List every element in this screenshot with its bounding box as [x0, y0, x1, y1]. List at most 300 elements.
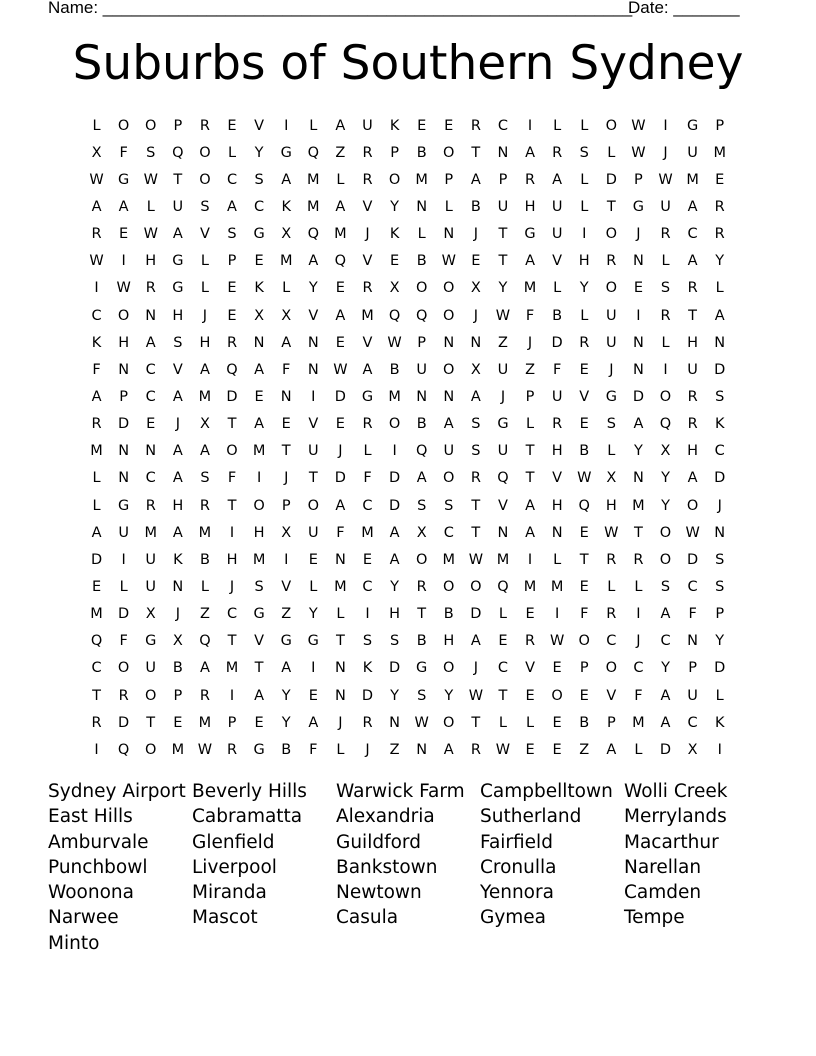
grid-letter: O: [415, 551, 428, 568]
word-list-item: Cabramatta: [192, 806, 303, 828]
grid-letter: T: [471, 714, 481, 731]
grid-letter: G: [253, 606, 265, 623]
grid-letter: R: [687, 388, 698, 405]
grid-letter: E: [146, 416, 156, 433]
grid-letter: A: [199, 660, 210, 677]
grid-letter: X: [470, 280, 481, 297]
grid-letter: E: [335, 334, 345, 351]
grid-letter: I: [663, 361, 668, 378]
word-list-item: Alexandria: [336, 806, 435, 828]
grid-letter: Q: [388, 307, 401, 324]
grid-letter: Y: [390, 198, 399, 215]
grid-letter: N: [497, 524, 509, 541]
grid-letter: J: [175, 416, 180, 433]
word-list-item: Guildford: [336, 831, 421, 853]
grid-letter: U: [660, 198, 671, 215]
grid-letter: M: [632, 497, 645, 514]
grid-letter: V: [606, 687, 617, 704]
grid-letter: Q: [307, 226, 319, 243]
grid-letter: S: [146, 144, 156, 161]
grid-letter: N: [334, 660, 346, 677]
grid-letter: A: [308, 253, 319, 270]
grid-letter: A: [470, 388, 481, 405]
grid-letter: Q: [497, 470, 509, 487]
grid-letter: D: [687, 551, 699, 568]
word-list-item: Sutherland: [480, 806, 582, 828]
word-list-item: Yennora: [480, 882, 554, 904]
grid-letter: U: [687, 687, 698, 704]
grid-letter: U: [145, 660, 157, 677]
grid-letter: C: [362, 497, 373, 514]
grid-letter: F: [119, 633, 128, 650]
grid-letter: E: [444, 117, 454, 134]
grid-letter: A: [254, 687, 265, 704]
grid-letter: N: [307, 361, 319, 378]
word-list-item: Warwick Farm: [336, 781, 465, 802]
grid-letter: T: [335, 633, 345, 650]
grid-letter: L: [553, 117, 562, 134]
grid-letter: A: [525, 524, 535, 541]
grid-letter: U: [118, 524, 129, 541]
grid-letter: P: [417, 334, 427, 351]
grid-letter: W: [468, 551, 484, 568]
grid-letter: S: [417, 497, 427, 514]
grid-letter: P: [444, 171, 454, 188]
grid-letter: E: [552, 741, 562, 758]
grid-letter: N: [118, 470, 130, 487]
grid-letter: A: [660, 714, 671, 731]
grid-letter: E: [579, 687, 589, 704]
grid-letter: D: [470, 606, 482, 623]
grid-letter: F: [282, 361, 291, 378]
grid-letter: E: [227, 280, 237, 297]
grid-letter: W: [685, 524, 700, 541]
grid-letter: D: [118, 714, 130, 731]
grid-letter: L: [526, 416, 535, 433]
grid-letter: G: [145, 633, 157, 650]
grid-letter: Q: [415, 443, 428, 460]
grid-letter: O: [605, 280, 618, 297]
grid-letter: J: [500, 388, 506, 405]
grid-letter: W: [631, 144, 646, 161]
grid-letter: S: [660, 578, 671, 595]
grid-letter: G: [118, 171, 130, 188]
grid-letter: S: [444, 497, 454, 514]
grid-letter: V: [552, 470, 563, 487]
grid-letter: L: [336, 741, 345, 758]
grid-letter: I: [229, 524, 235, 541]
grid-letter: A: [118, 198, 129, 215]
grid-letter: T: [471, 144, 481, 161]
grid-letter: X: [172, 633, 183, 650]
grid-letter: K: [389, 117, 400, 134]
grid-letter: K: [254, 280, 264, 297]
grid-letter: C: [362, 578, 373, 595]
grid-letter: O: [388, 171, 401, 188]
grid-letter: V: [281, 578, 292, 595]
grid-letter: D: [714, 361, 726, 378]
grid-letter: D: [334, 470, 346, 487]
grid-letter: R: [687, 416, 698, 433]
grid-letter: E: [389, 253, 400, 270]
grid-letter: W: [197, 741, 213, 758]
grid-letter: Q: [90, 633, 103, 650]
grid-letter: N: [551, 524, 563, 541]
grid-letter: S: [254, 578, 264, 595]
grid-letter: A: [281, 660, 292, 677]
grid-letter: Z: [389, 741, 400, 758]
grid-letter: W: [89, 171, 104, 188]
grid-letter: L: [200, 578, 209, 595]
grid-letter: J: [175, 606, 180, 623]
word-list-item: Merrylands: [624, 806, 727, 828]
grid-letter: G: [172, 253, 184, 270]
grid-letter: N: [687, 633, 699, 650]
grid-letter: R: [91, 416, 102, 433]
grid-letter: W: [495, 307, 511, 324]
grid-letter: K: [389, 226, 400, 243]
grid-letter: W: [631, 117, 646, 134]
grid-letter: O: [226, 443, 238, 460]
grid-letter: Z: [497, 334, 508, 351]
grid-letter: A: [525, 144, 535, 161]
grid-letter: N: [416, 198, 428, 215]
grid-letter: E: [254, 253, 264, 270]
word-list-item: Sydney Airport: [48, 781, 186, 802]
grid-letter: O: [605, 660, 618, 677]
grid-letter: T: [254, 660, 264, 677]
grid-letter: A: [687, 198, 698, 215]
grid-letter: S: [471, 443, 481, 460]
grid-letter: O: [117, 117, 130, 134]
grid-letter: U: [443, 443, 455, 460]
grid-letter: V: [254, 633, 265, 650]
grid-letter: Y: [308, 280, 318, 297]
grid-letter: S: [579, 144, 589, 161]
grid-letter: D: [388, 470, 401, 487]
grid-letter: M: [523, 578, 537, 595]
grid-letter: D: [605, 171, 617, 188]
grid-letter: A: [91, 524, 102, 541]
grid-letter: D: [551, 334, 563, 351]
grid-letter: P: [688, 660, 697, 677]
grid-letter: N: [714, 334, 726, 351]
grid-letter: L: [200, 280, 209, 297]
grid-letter: R: [606, 606, 617, 623]
grid-letter: V: [308, 416, 319, 433]
grid-letter: O: [443, 470, 455, 487]
word-list-item: Casula: [336, 907, 399, 929]
grid-letter: Y: [661, 660, 670, 677]
grid-letter: A: [91, 388, 102, 405]
grid-letter: C: [633, 660, 644, 677]
grid-letter: A: [172, 443, 183, 460]
grid-letter: B: [552, 307, 563, 324]
grid-letter: E: [173, 714, 183, 731]
grid-letter: Y: [308, 606, 318, 623]
grid-letter: P: [227, 714, 237, 731]
grid-letter: D: [659, 741, 672, 758]
grid-letter: E: [254, 388, 264, 405]
grid-letter: E: [335, 280, 345, 297]
grid-letter: C: [226, 606, 238, 623]
grid-letter: I: [582, 226, 587, 243]
word-list-item: Fairfield: [480, 831, 553, 853]
grid-letter: W: [495, 741, 511, 758]
grid-letter: N: [632, 334, 644, 351]
grid-letter: A: [281, 334, 292, 351]
grid-letter: M: [225, 660, 239, 677]
grid-letter: D: [118, 606, 130, 623]
grid-letter: L: [200, 253, 209, 270]
grid-letter: T: [227, 497, 237, 514]
grid-letter: T: [579, 551, 589, 568]
grid-letter: G: [253, 226, 265, 243]
grid-letter: T: [281, 443, 291, 460]
grid-letter: R: [660, 307, 671, 324]
grid-letter: I: [663, 117, 668, 134]
grid-letter: Y: [579, 280, 589, 297]
grid-letter: V: [525, 660, 535, 677]
grid-letter: M: [442, 551, 456, 568]
grid-letter: C: [606, 633, 617, 650]
grid-letter: A: [335, 307, 346, 324]
grid-letter: U: [145, 551, 157, 568]
grid-letter: Y: [444, 687, 454, 704]
grid-letter: X: [660, 443, 671, 460]
grid-letter: A: [633, 416, 644, 433]
word-list: [48, 779, 768, 956]
grid-letter: T: [308, 470, 318, 487]
grid-letter: I: [121, 253, 126, 270]
grid-letter: L: [309, 578, 318, 595]
grid-letter: Y: [390, 687, 399, 704]
grid-letter: R: [470, 117, 481, 134]
grid-letter: P: [390, 144, 399, 161]
grid-letter: E: [119, 226, 129, 243]
grid-letter: S: [715, 578, 725, 595]
grid-letter: P: [498, 171, 508, 188]
grid-letter: N: [416, 741, 428, 758]
grid-letter: U: [687, 361, 698, 378]
grid-letter: B: [470, 198, 481, 215]
grid-letter: A: [172, 226, 183, 243]
grid-letter: Y: [254, 144, 264, 161]
grid-letter: M: [307, 198, 320, 215]
grid-letter: H: [551, 497, 563, 514]
grid-letter: C: [660, 633, 671, 650]
grid-letter: U: [551, 388, 563, 405]
grid-letter: O: [415, 280, 428, 297]
grid-letter: E: [227, 117, 237, 134]
grid-letter: I: [311, 388, 316, 405]
grid-letter: L: [119, 578, 128, 595]
grid-letter: F: [92, 361, 101, 378]
grid-letter: C: [687, 714, 698, 731]
grid-letter: L: [607, 578, 616, 595]
grid-letter: N: [497, 144, 509, 161]
grid-letter: X: [91, 144, 102, 161]
grid-letter: A: [172, 524, 183, 541]
grid-letter: L: [146, 198, 155, 215]
grid-letter: P: [173, 687, 183, 704]
grid-letter: E: [227, 307, 237, 324]
grid-letter: M: [198, 524, 212, 541]
grid-letter: L: [526, 714, 535, 731]
grid-letter: S: [389, 633, 400, 650]
grid-letter: W: [143, 171, 158, 188]
grid-letter: F: [363, 470, 372, 487]
grid-letter: F: [227, 470, 237, 487]
grid-letter: U: [551, 198, 563, 215]
word-list-item: Gymea: [480, 907, 547, 929]
grid-letter: V: [254, 117, 265, 134]
grid-letter: F: [336, 524, 345, 541]
grid-letter: C: [687, 578, 698, 595]
grid-letter: O: [253, 497, 265, 514]
grid-letter: B: [416, 144, 427, 161]
grid-letter: Z: [199, 606, 210, 623]
grid-letter: L: [634, 578, 643, 595]
grid-letter: L: [580, 171, 589, 188]
grid-letter: A: [389, 551, 400, 568]
grid-letter: U: [606, 307, 617, 324]
word-list-item: East Hills: [48, 806, 133, 828]
grid-letter: Z: [335, 144, 346, 161]
grid-letter: S: [227, 226, 237, 243]
grid-letter: A: [362, 361, 373, 378]
grid-letter: Y: [281, 687, 291, 704]
grid-letter: K: [281, 198, 291, 215]
grid-letter: R: [470, 741, 481, 758]
grid-letter: R: [714, 226, 725, 243]
grid-letter: L: [580, 198, 589, 215]
grid-letter: D: [226, 388, 238, 405]
grid-letter: Z: [281, 606, 292, 623]
grid-letter: O: [443, 578, 455, 595]
grid-letter: N: [714, 524, 726, 541]
grid-letter: V: [552, 253, 563, 270]
grid-letter: E: [281, 416, 291, 433]
word-list-item: Woonona: [48, 882, 134, 904]
grid-letter: C: [497, 117, 509, 134]
grid-letter: G: [280, 633, 292, 650]
grid-letter: X: [254, 307, 265, 324]
grid-letter: R: [687, 280, 698, 297]
grid-letter: L: [607, 144, 616, 161]
word-list-item: Narwee: [48, 907, 119, 929]
grid-letter: G: [416, 660, 428, 677]
grid-letter: N: [118, 361, 130, 378]
grid-letter: T: [606, 198, 616, 215]
grid-letter: I: [636, 307, 641, 324]
grid-letter: Y: [715, 253, 725, 270]
grid-letter: J: [284, 470, 289, 487]
grid-letter: O: [443, 144, 455, 161]
grid-letter: H: [687, 443, 699, 460]
grid-letter: T: [498, 226, 508, 243]
grid-letter: C: [497, 660, 509, 677]
grid-letter: P: [634, 171, 643, 188]
grid-letter: B: [579, 443, 590, 460]
grid-letter: W: [468, 687, 484, 704]
grid-letter: E: [715, 171, 725, 188]
grid-letter: J: [338, 714, 343, 731]
grid-letter: D: [90, 551, 103, 568]
grid-letter: A: [172, 388, 183, 405]
grid-letter: M: [713, 144, 726, 161]
grid-letter: H: [118, 334, 130, 351]
grid-letter: D: [334, 388, 346, 405]
word-list-item: Punchbowl: [48, 856, 148, 878]
grid-letter: X: [606, 470, 617, 487]
grid-letter: J: [717, 497, 722, 514]
grid-letter: S: [660, 280, 671, 297]
grid-letter: C: [687, 226, 698, 243]
grid-letter: J: [473, 226, 478, 243]
grid-letter: L: [498, 714, 507, 731]
grid-letter: Y: [633, 443, 643, 460]
word-list-item: Macarthur: [624, 831, 719, 853]
grid-letter: M: [198, 714, 212, 731]
grid-letter: O: [443, 660, 455, 677]
word-search-grid: [83, 112, 733, 763]
grid-letter: N: [416, 388, 428, 405]
grid-letter: O: [443, 280, 455, 297]
grid-letter: R: [416, 578, 427, 595]
grid-letter: R: [362, 280, 373, 297]
grid-letter: A: [687, 253, 698, 270]
grid-letter: N: [389, 714, 400, 731]
grid-letter: Y: [281, 714, 291, 731]
grid-letter: A: [714, 307, 725, 324]
grid-letter: I: [94, 741, 99, 758]
grid-letter: Q: [659, 416, 672, 433]
grid-letter: L: [92, 497, 101, 514]
grid-letter: D: [714, 470, 726, 487]
name-field-label: Name: ________________________________________________________: [48, 0, 633, 17]
grid-letter: P: [715, 606, 725, 623]
grid-letter: G: [280, 144, 292, 161]
grid-letter: A: [687, 470, 698, 487]
grid-letter: V: [579, 388, 590, 405]
grid-letter: M: [632, 714, 645, 731]
grid-letter: A: [308, 714, 319, 731]
grid-letter: Y: [715, 633, 725, 650]
grid-letter: Q: [117, 741, 130, 758]
grid-letter: R: [552, 144, 563, 161]
grid-letter: T: [498, 687, 508, 704]
grid-letter: A: [606, 741, 617, 758]
grid-letter: H: [145, 253, 157, 270]
grid-letter: L: [417, 226, 426, 243]
grid-letter: X: [145, 606, 156, 623]
grid-letter: G: [118, 497, 130, 514]
grid-letter: I: [94, 280, 99, 297]
grid-letter: P: [606, 714, 616, 731]
grid-letter: P: [173, 117, 183, 134]
grid-letter: L: [553, 551, 562, 568]
grid-letter: M: [198, 388, 212, 405]
grid-letter: U: [497, 198, 509, 215]
grid-letter: S: [362, 633, 373, 650]
grid-letter: G: [361, 388, 374, 405]
grid-letter: R: [579, 334, 590, 351]
grid-letter: E: [579, 416, 589, 433]
word-list-item: Tempe: [624, 907, 685, 929]
grid-letter: T: [688, 307, 698, 324]
grid-letter: L: [498, 606, 507, 623]
